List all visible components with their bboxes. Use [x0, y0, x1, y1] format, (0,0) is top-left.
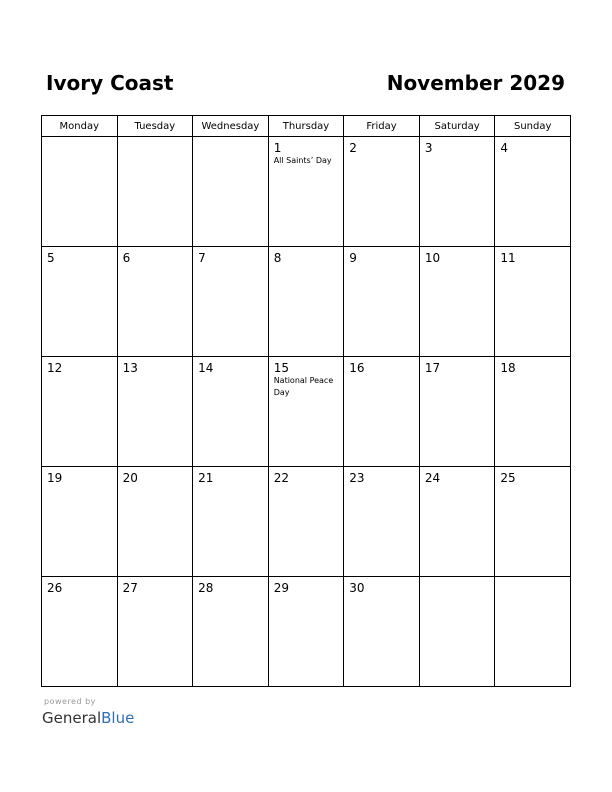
holiday-label: National Peace Day [273, 376, 334, 397]
day-cell [193, 247, 269, 357]
day-number: 13 [122, 361, 138, 375]
weekday-header: Sunday [495, 116, 571, 137]
day-number [118, 137, 193, 141]
day-number: 4 [500, 141, 509, 155]
calendar-grid [41, 115, 571, 687]
week-row [42, 137, 571, 247]
day-number: 24 [424, 471, 441, 485]
day-number [420, 577, 495, 581]
day-number: 5 [47, 251, 55, 265]
day-cell [42, 357, 118, 467]
day-number: 27 [122, 581, 138, 595]
day-cell [419, 247, 495, 357]
day-number: 25 [500, 471, 516, 485]
day-number: 29 [273, 581, 289, 595]
week-row [42, 247, 571, 357]
day-cell [419, 137, 495, 247]
day-number [193, 137, 268, 141]
weekday-header: Friday [344, 116, 420, 137]
day-number: 10 [424, 251, 441, 265]
day-cell [344, 467, 420, 577]
day-number: 1 [273, 141, 282, 155]
day-cell [268, 357, 344, 467]
day-number: 11 [500, 251, 516, 265]
day-number: 16 [349, 361, 365, 375]
day-cell [193, 137, 269, 247]
day-number: 30 [349, 581, 365, 595]
weekday-header-row [42, 116, 571, 137]
powered-by-text: powered by [44, 697, 96, 706]
day-cell [42, 467, 118, 577]
day-cell [344, 357, 420, 467]
day-cell [419, 357, 495, 467]
day-cell [42, 577, 118, 687]
day-number [42, 137, 117, 141]
day-cell [42, 247, 118, 357]
weekday-header: Tuesday [117, 116, 193, 137]
brand-name-general: General [42, 709, 102, 727]
weekday-header: Monday [42, 116, 118, 137]
day-number: 7 [198, 251, 206, 265]
day-cell [42, 137, 118, 247]
day-number: 21 [198, 471, 214, 485]
brand-name-blue: Blue [101, 709, 135, 727]
day-number: 3 [424, 141, 433, 155]
week-row [42, 577, 571, 687]
day-number: 18 [500, 361, 516, 375]
day-cell [495, 137, 571, 247]
day-cell [268, 247, 344, 357]
day-cell [495, 247, 571, 357]
day-number: 19 [47, 471, 63, 485]
week-row [42, 357, 571, 467]
day-cell [495, 467, 571, 577]
day-number: 15 [273, 361, 289, 375]
day-number: 14 [198, 361, 214, 375]
day-number: 28 [198, 581, 214, 595]
day-number: 9 [349, 251, 357, 265]
weekday-header: Thursday [268, 116, 344, 137]
country-title: Ivory Coast [46, 71, 174, 95]
weekday-header: Saturday [419, 116, 495, 137]
day-cell [419, 577, 495, 687]
day-cell [344, 247, 420, 357]
day-cell [193, 357, 269, 467]
day-cell [268, 467, 344, 577]
day-number: 8 [273, 251, 282, 265]
day-number: 26 [47, 581, 63, 595]
day-number: 2 [349, 141, 357, 155]
weekday-header: Wednesday [193, 116, 269, 137]
holiday-label: All Saints’ Day [273, 156, 332, 165]
day-number: 6 [122, 251, 131, 265]
month-year-title: November 2029 [386, 71, 565, 95]
brand-footer[interactable] [42, 697, 134, 728]
week-row [42, 467, 571, 577]
day-number: 22 [273, 471, 289, 485]
day-cell [117, 247, 193, 357]
day-number: 20 [122, 471, 138, 485]
day-cell [117, 357, 193, 467]
day-cell [117, 467, 193, 577]
day-number: 12 [47, 361, 63, 375]
day-number: 23 [349, 471, 365, 485]
day-cell [193, 577, 269, 687]
day-number: 17 [424, 361, 441, 375]
day-cell [344, 137, 420, 247]
day-number [495, 577, 570, 581]
day-cell [193, 467, 269, 577]
day-cell [495, 357, 571, 467]
day-cell [117, 137, 193, 247]
day-cell [419, 467, 495, 577]
brand-logo[interactable] [42, 708, 134, 728]
day-cell [495, 577, 571, 687]
day-cell [117, 577, 193, 687]
day-cell [268, 577, 344, 687]
day-cell [344, 577, 420, 687]
day-cell [268, 137, 344, 247]
